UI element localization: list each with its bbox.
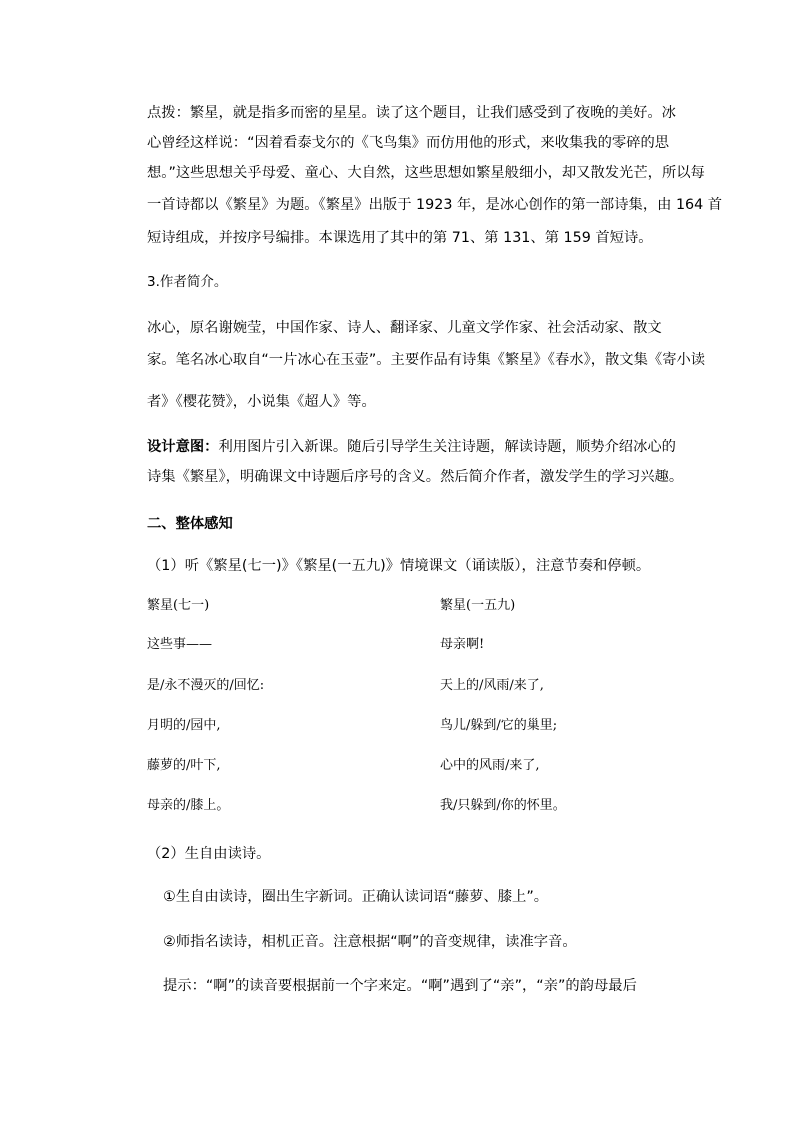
hint-line: 提示：“啊”的读音要根据前一个字来定。“啊”遇到了“亲”，“亲”的韵母最后 xyxy=(163,978,637,994)
step-1: ①生自由读诗，圈出生字新词。正确认读词语“藤萝、膝上”。 xyxy=(163,889,549,905)
design-line-2: 诗集《繁星》，明确课文中诗题后序号的含义。然后简介作者，激发学生的学习兴趣。 xyxy=(147,469,684,485)
design-label: 设计意图： xyxy=(147,439,219,455)
listen-instruction: （1）听《繁星(七一)》《繁星(一五九)》情境课文（诵读版），注意节奏和停顿。 xyxy=(147,558,651,574)
poem-right-line: 母亲啊! xyxy=(440,637,485,652)
tip-line-1: 点拨：繁星，就是指多而密的星星。读了这个题目，让我们感受到了夜晚的美好。冰 xyxy=(147,105,676,121)
tip-line-4: 一首诗都以《繁星》为题。《繁星》出版于 1923 年，是冰心创作的第一部诗集，由 164 首 xyxy=(147,197,723,213)
section-heading: 二、整体感知 xyxy=(147,516,233,532)
tip-line-2: 心曾经这样说：“因着看泰戈尔的《飞鸟集》而仿用他的形式，来收集我的零碎的思 xyxy=(147,135,670,151)
poem-left-title: 繁星(七一) xyxy=(147,598,210,613)
step-2: ②师指名读诗，相机正音。注意根据“啊”的音变规律，读准字音。 xyxy=(163,934,577,950)
author-line-3: 者》《樱花赞》，小说集《超人》等。 xyxy=(147,394,376,410)
poem-left-line: 是/永不漫灭的/回忆: xyxy=(147,678,265,693)
author-line-1: 冰心，原名谢婉莹，中国作家、诗人、翻译家、儿童文学作家、社会活动家、散文 xyxy=(147,320,662,336)
poem-right-line: 天上的/风雨/来了, xyxy=(440,678,544,693)
tip-line-5: 短诗组成，并按序号编排。本课选用了其中的第 71、第 131、第 159 首短诗。 xyxy=(147,230,653,246)
poem-right-line: 我/只躲到/你的怀里。 xyxy=(440,798,566,813)
author-heading: 3.作者简介。 xyxy=(147,274,228,290)
poem-right-title: 繁星(一五九) xyxy=(440,598,516,613)
author-line-2: 家。笔名冰心取自“一片冰心在玉壶”。主要作品有诗集《繁星》《春水》，散文集《寄小读 xyxy=(147,352,706,368)
free-read-heading: （2）生自由读诗。 xyxy=(147,846,271,862)
design-text-1: 利用图片引入新课。随后引导学生关注诗题，解读诗题，顺势介绍冰心的 xyxy=(218,439,676,455)
poem-left-line: 母亲的/膝上。 xyxy=(147,798,230,813)
poem-right-line: 鸟儿/躲到/它的巢里; xyxy=(440,718,558,733)
tip-line-3: 想。”这些思想关乎母爱、童心、大自然，这些思想如繁星般细小，却又散发光芒，所以每 xyxy=(147,165,705,181)
poem-left-line: 这些事—— xyxy=(147,637,213,652)
design-line-1 xyxy=(147,437,676,457)
poem-right-line: 心中的风雨/来了, xyxy=(440,758,540,773)
poem-left-line: 月明的/园中, xyxy=(147,718,221,733)
poem-left-line: 藤萝的/叶下, xyxy=(147,758,221,773)
